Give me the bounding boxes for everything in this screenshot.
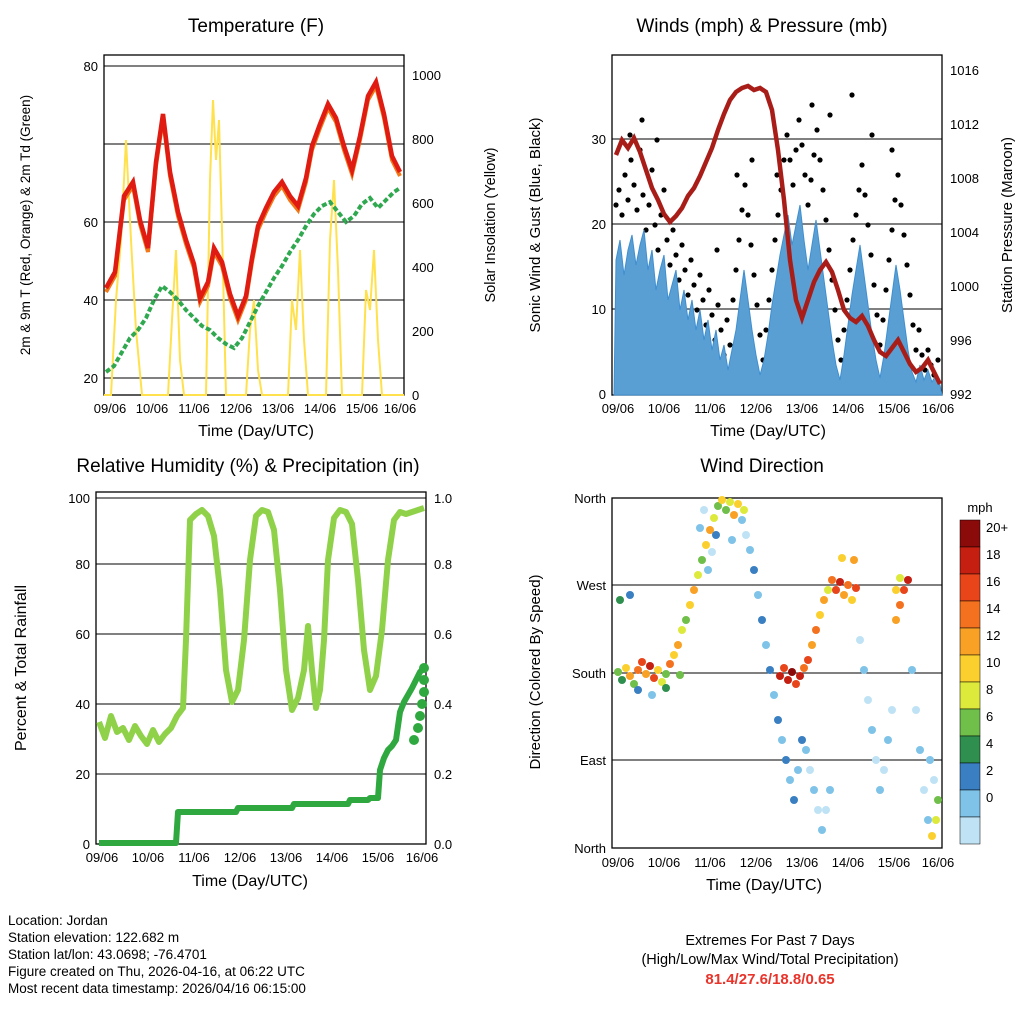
colorbar-label-5: 10 [986,655,1001,670]
humidity-ylabel-left: Percent & Total Rainfall [13,584,30,752]
colorbar-label-9: 2 [986,763,994,778]
ytick-right-3: 600 [412,196,434,211]
winds-panel [512,0,1024,440]
extremes-values: 81.4/27.6/18.8/0.65 [705,971,835,988]
colorbar-swatch-9 [960,763,980,790]
colorbar-swatch-10 [960,790,980,817]
ytick-right-2: 1000 [950,279,979,294]
station-info-line-3: Figure created on Thu, 2026-04-16, at 06:22 UTC [8,964,305,979]
ytick-left-1: 10 [591,302,606,317]
xtick-0: 09/06 [85,850,119,865]
winddirection-ylabel: Direction (Colored By Speed) [527,574,544,770]
xtick-2: 11/06 [178,850,210,865]
xtick-7: 16/06 [921,401,955,416]
ytick-right-1: 0.2 [434,767,453,782]
colorbar-label-2: 16 [986,574,1001,589]
temperature-ylabel-left: 2m & 9m T (Red, Orange) & 2m Td (Green) [18,94,33,356]
xtick-4: 13/06 [785,855,819,870]
xtick-7: 16/06 [405,850,439,865]
colorbar-label-7: 6 [986,709,994,724]
temperature-chart [0,0,512,440]
winds-ylabel-left: Sonic Wind & Gust (Blue, Black) [527,117,544,333]
temperature-panel [0,0,512,440]
xtick-1: 10/06 [131,850,165,865]
station-info-line-0: Location: Jordan [8,913,108,928]
winds-chart [512,0,1024,440]
ytick-right-2: 0.4 [434,697,453,712]
ytick-left-5: 100 [68,491,90,506]
xtick-3: 12/06 [223,850,257,865]
colorbar-swatch-0 [960,520,980,547]
winds-ylabel-right: Station Pressure (Maroon) [999,137,1016,313]
xtick-6: 15/06 [877,401,911,416]
colorbar-swatch-4 [960,628,980,655]
xtick-1: 10/06 [647,855,681,870]
ytick-right-3: 1004 [950,225,979,240]
xtick-2: 11/06 [694,855,726,870]
xtick-6: 15/06 [361,850,395,865]
ytick-left-2: 40 [75,697,90,712]
ytick-right-4: 0.8 [434,557,453,572]
ytick-right-5: 1012 [950,117,979,132]
xtick-0: 09/06 [601,855,635,870]
ytick-right-4: 800 [412,132,434,147]
ytick-left-0: 0 [82,837,90,852]
ytick-left-2: 20 [591,217,606,232]
ytick-right-0: 0 [412,388,420,403]
ytick-left-0: 20 [83,371,98,386]
ytick-left-1: 20 [75,767,90,782]
xtick-3: 12/06 [739,855,773,870]
temperature-xlabel: Time (Day/UTC) [198,423,314,440]
ytick-left-2: 60 [83,215,98,230]
xtick-7: 16/06 [383,401,417,416]
station-info [8,912,478,997]
colorbar-label-4: 12 [986,628,1001,643]
extremes-summary [560,932,980,989]
humidity-xlabel: Time (Day/UTC) [192,873,308,890]
extremes-subheading: (High/Low/Max Wind/Total Precipitation) [641,952,899,968]
xtick-4: 13/06 [261,401,295,416]
xtick-2: 11/06 [178,401,210,416]
winds-xlabel: Time (Day/UTC) [710,423,826,440]
colorbar-label-1: 18 [986,547,1001,562]
xtick-6: 15/06 [345,401,379,416]
xtick-5: 14/06 [831,401,865,416]
ytick-right-5: 1.0 [434,491,453,506]
xtick-5: 14/06 [303,401,337,416]
xtick-2: 11/06 [694,401,726,416]
speed-colorbar [960,500,1008,844]
ytick-left-3: 30 [591,132,606,147]
winddirection-chart [512,440,1024,900]
humidity-chart [0,440,512,900]
station-info-line-4: Most recent data timestamp: 2026/04/16 06:15:00 [8,981,306,996]
winddirection-xlabel: Time (Day/UTC) [706,877,822,894]
xtick-7: 16/06 [921,855,955,870]
colorbar-label-8: 4 [986,736,994,751]
ytick-right-3: 0.6 [434,627,453,642]
colorbar-label-6: 8 [986,682,994,697]
xtick-0: 09/06 [93,401,127,416]
ytick-left-3: 60 [75,627,90,642]
colorbar-title: mph [967,500,993,515]
ytick-right-2: 400 [412,260,434,275]
xtick-5: 14/06 [315,850,349,865]
station-info-line-2: Station lat/lon: 43.0698; -76.4701 [8,947,207,962]
ytick-left-4: 80 [75,557,90,572]
humidity-panel [0,440,512,900]
colorbar-label-10: 0 [986,790,994,805]
colorbar-label-3: 14 [986,601,1001,616]
colorbar-swatch-1 [960,547,980,574]
ytick-right-1: 200 [412,324,434,339]
extremes-heading: Extremes For Past 7 Days [685,933,855,949]
ytick-0: North [574,491,606,506]
ytick-1: West [576,578,606,593]
ytick-right-5: 1000 [412,68,441,83]
colorbar-swatch-7 [960,709,980,736]
xtick-6: 15/06 [877,855,911,870]
xtick-1: 10/06 [647,401,681,416]
ytick-left-0: 0 [598,387,606,402]
ytick-2: South [572,666,606,681]
xtick-4: 13/06 [269,850,303,865]
xtick-3: 12/06 [219,401,253,416]
winddirection-panel [512,440,1024,900]
xtick-4: 13/06 [785,401,819,416]
temperature-title: Temperature (F) [187,16,325,37]
xtick-1: 10/06 [135,401,169,416]
ytick-left-1: 40 [83,293,98,308]
colorbar-label-0: 20+ [986,520,1009,535]
xtick-0: 09/06 [601,401,635,416]
colorbar-swatch-2 [960,574,980,601]
colorbar-swatch-8 [960,736,980,763]
winds-title: Winds (mph) & Pressure (mb) [636,16,888,37]
temperature-ylabel-right: Solar Insolation (Yellow) [483,147,499,303]
xtick-5: 14/06 [831,855,865,870]
colorbar-swatch-5 [960,655,980,682]
ytick-right-6: 1016 [950,63,979,78]
humidity-title: Relative Humidity (%) & Precipitation (in) [76,456,420,477]
ytick-left-3: 80 [83,59,98,74]
xtick-3: 12/06 [739,401,773,416]
ytick-right-0: 992 [950,387,972,402]
colorbar-swatch-3 [960,601,980,628]
winddirection-title: Wind Direction [700,456,824,477]
colorbar-swatch-11 [960,817,980,844]
colorbar-swatch-6 [960,682,980,709]
ytick-right-1: 996 [950,333,972,348]
station-info-line-1: Station elevation: 122.682 m [8,930,180,945]
ytick-right-4: 1008 [950,171,979,186]
ytick-3: East [579,753,606,768]
ytick-4: North [574,841,606,856]
ytick-right-0: 0.0 [434,837,453,852]
